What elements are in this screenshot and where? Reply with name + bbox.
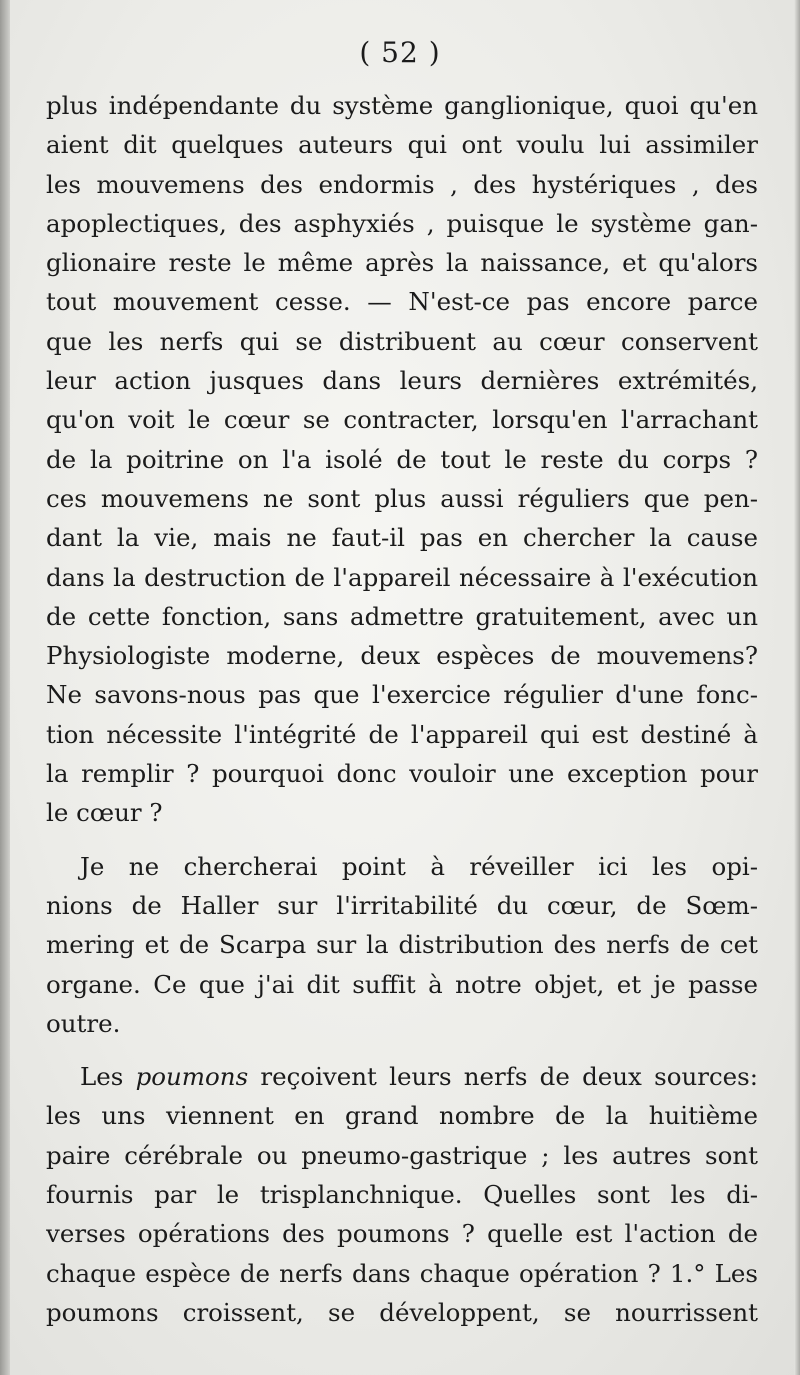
- text-line: Physiologiste moderne, deux espèces de mouvemens?: [46, 641, 758, 671]
- text-line: mering et de Scarpa sur la distribution des nerfs de cet: [46, 930, 758, 960]
- text-run: Les: [80, 1062, 136, 1092]
- text-line: [46, 1057, 758, 1096]
- text-line: organe. Ce que j'ai dit suffit à notre objet, et je passe: [46, 969, 758, 999]
- text-line: glionaire reste le même après la naissance, et qu'alors: [46, 248, 758, 278]
- text-line: outre.: [46, 1008, 121, 1038]
- text-line: tout mouvement cesse. — N'est-ce pas encore parce: [46, 287, 758, 317]
- body-text: [46, 86, 758, 1332]
- text-line: plus indépendante du système ganglionique, quoi qu'en: [46, 91, 758, 120]
- text-line: tion nécessite l'intégrité de l'appareil qui est destiné à: [46, 719, 758, 749]
- text-line: Je ne chercherai point à réveiller ici les opi-: [80, 851, 758, 881]
- text-line: les mouvemens des endormis , des hystériques , des: [46, 169, 758, 199]
- text-line: dans la destruction de l'appareil nécessaire à l'exécution: [46, 562, 758, 592]
- paragraph-spacing: [46, 1043, 758, 1057]
- text-line: Ne savons-nous pas que l'exercice régulier d'une fonc-: [46, 680, 758, 710]
- page-binding-edge: [0, 0, 10, 1375]
- text-line: paire cérébrale ou pneumo-gastrique ; les autres sont: [46, 1140, 758, 1170]
- text-line: de cette fonction, sans admettre gratuitement, avec un: [46, 601, 758, 631]
- text-line: de la poitrine on l'a isolé de tout le reste du corps ?: [46, 444, 758, 474]
- paragraph-spacing: [46, 833, 758, 847]
- text-line: fournis par le trisplanchnique. Quelles sont les di-: [46, 1180, 758, 1210]
- text-line: nions de Haller sur l'irritabilité du cœur, de Sœm-: [46, 890, 758, 920]
- paragraph: [46, 1057, 758, 1332]
- text-line: que les nerfs qui se distribuent au cœur conservent: [46, 326, 758, 356]
- paragraph: [46, 847, 758, 1043]
- text-line: dant la vie, mais ne faut-il pas en chercher la cause: [46, 523, 758, 553]
- emphasized-term: poumons: [135, 1062, 249, 1092]
- text-line: le cœur ?: [46, 798, 163, 828]
- text-line: aient dit quelques auteurs qui ont voulu lui assimiler: [46, 130, 758, 160]
- text-line: leur action jusques dans leurs dernières extrémités,: [46, 366, 758, 396]
- text-run: reçoivent leurs nerfs de deux sources:: [248, 1062, 758, 1092]
- text-line: qu'on voit le cœur se contracter, lorsqu'en l'arrachant: [46, 405, 758, 435]
- text-line: ces mouvemens ne sont plus aussi réguliers que pen-: [46, 483, 758, 513]
- page-number: ( 52 ): [359, 36, 441, 69]
- page-outer-edge: [794, 0, 800, 1375]
- text-line: verses opérations des poumons ? quelle est l'action de: [46, 1219, 758, 1249]
- paragraph: [46, 86, 758, 833]
- text-line: les uns viennent en grand nombre de la huitième: [46, 1101, 758, 1131]
- text-line: chaque espèce de nerfs dans chaque opération ? 1.° Les: [46, 1258, 758, 1288]
- text-line: apoplectiques, des asphyxiés , puisque le système gan-: [46, 208, 758, 238]
- text-line: la remplir ? pourquoi donc vouloir une exception pour: [46, 759, 758, 789]
- text-line: poumons croissent, se développent, se nourrissent: [46, 1297, 758, 1327]
